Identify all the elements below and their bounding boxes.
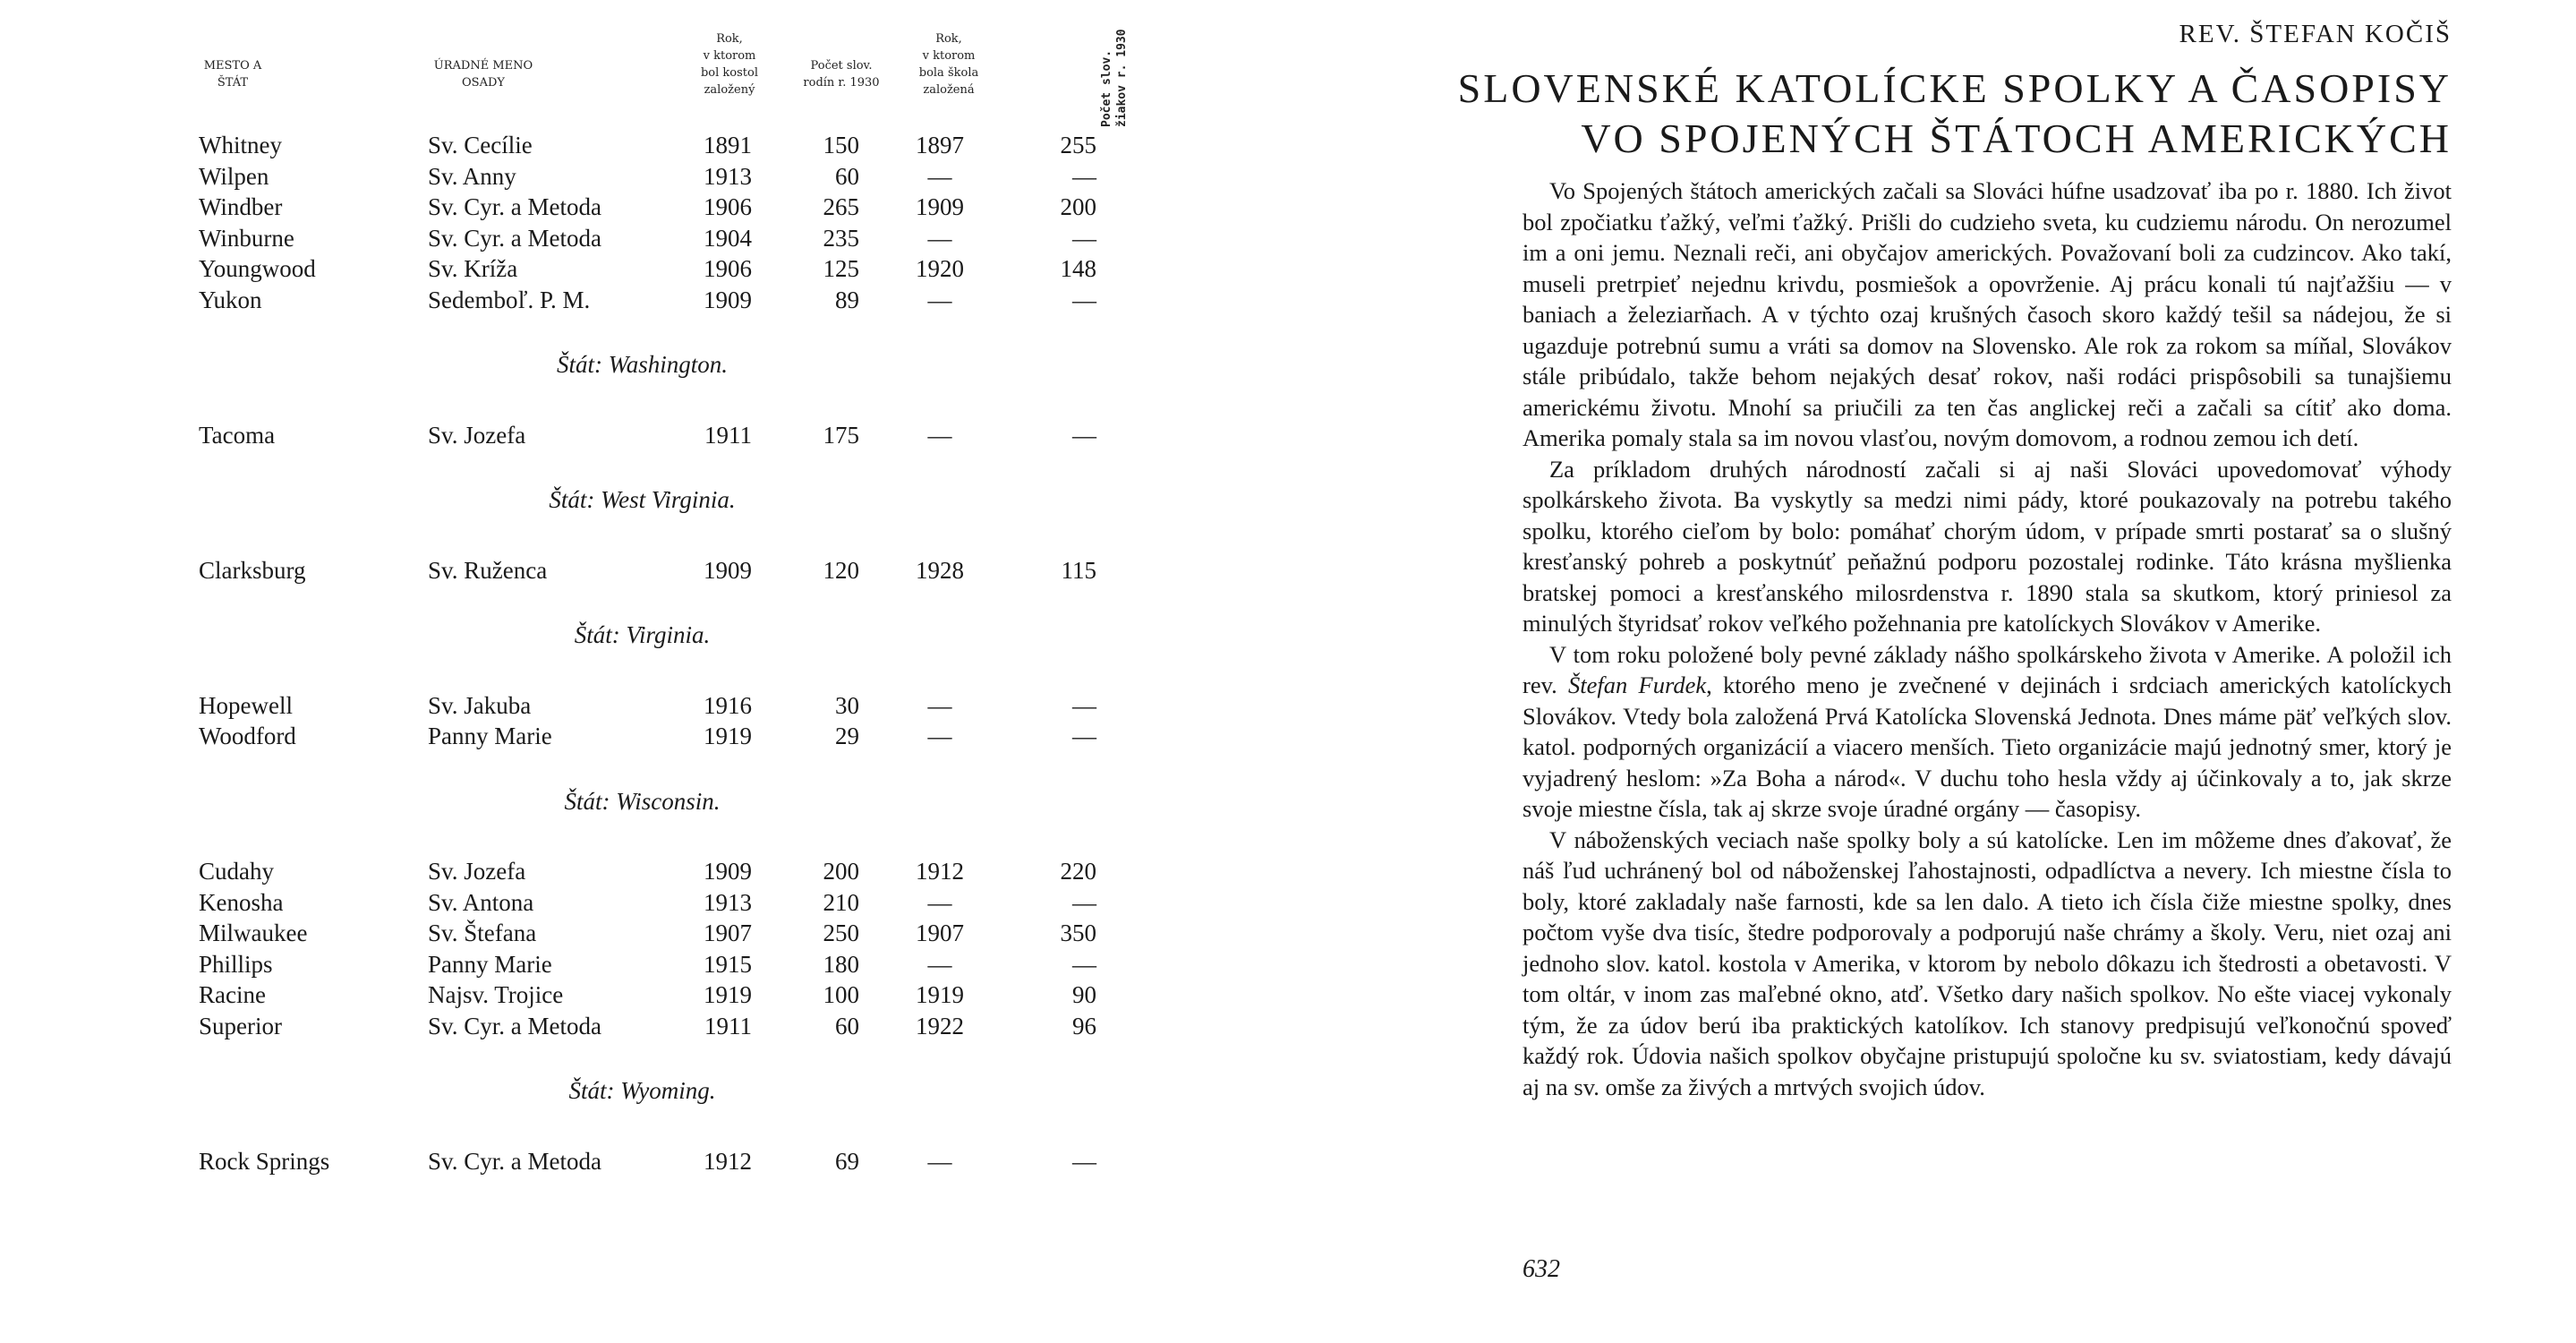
- school-year-cell: 1897: [916, 132, 964, 158]
- city-cell: Yukon: [199, 286, 262, 313]
- header-text: v ktorom: [703, 49, 756, 63]
- pupils-cell: —: [1072, 950, 1096, 978]
- pupils-cell: —: [1072, 723, 1096, 749]
- parish-name-cell: Panny Marie: [428, 723, 552, 749]
- header-text: v ktorom: [922, 49, 976, 63]
- church-year-cell: 1909: [704, 286, 752, 313]
- header-text: založený: [704, 83, 755, 97]
- church-year-cell: 1904: [704, 224, 752, 252]
- school-year-cell: 1912: [916, 858, 964, 885]
- table-row: [0, 918, 1164, 948]
- parish-name-cell: Najsv. Trojice: [428, 981, 564, 1008]
- table-row: [0, 1146, 1164, 1176]
- city-cell: Hopewell: [199, 691, 293, 719]
- church-year-cell: 1919: [704, 723, 752, 749]
- school-year-cell: 1919: [916, 981, 964, 1008]
- city-cell: Rock Springs: [199, 1147, 330, 1175]
- parish-name-cell: Panny Marie: [428, 950, 552, 978]
- church-year-cell: 1919: [704, 981, 752, 1008]
- school-year-cell: —: [927, 286, 952, 313]
- school-year-cell: —: [927, 691, 952, 719]
- header-text: bola škola: [918, 66, 979, 80]
- school-year-cell: —: [927, 162, 952, 190]
- state-heading-text: Štát: Washington.: [556, 351, 729, 378]
- families-cell: 265: [823, 193, 859, 220]
- families-cell: 150: [823, 132, 859, 158]
- person-name: Štefan Furdek: [1568, 672, 1707, 698]
- parish-name-cell: Sv. Cyr. a Metoda: [428, 224, 601, 252]
- parish-name-cell: Sv. Ruženca: [428, 556, 548, 584]
- families-cell: 60: [835, 162, 859, 190]
- state-heading: [0, 1075, 1288, 1106]
- church-year-cell: 1915: [704, 950, 752, 978]
- church-year-cell: 1891: [704, 132, 752, 158]
- church-year-cell: 1913: [704, 888, 752, 916]
- pupils-cell: 200: [1060, 193, 1096, 220]
- header-pupils: [1099, 29, 1135, 127]
- table-row: [0, 420, 1164, 450]
- paragraph-text: V tom roku položené boly pevné základy nášho spolkárskeho života v Amerike. A položil ich rev.: [1523, 640, 2452, 698]
- church-year-cell: 1911: [704, 421, 752, 449]
- parish-name-cell: Sv. Kríža: [428, 255, 518, 282]
- header-text: OSADY: [462, 76, 505, 90]
- table-row: [0, 285, 1164, 315]
- state-heading-text: Štát: Wyoming.: [568, 1077, 716, 1104]
- families-cell: 69: [835, 1147, 859, 1175]
- city-cell: Windber: [199, 193, 283, 220]
- pupils-cell: 220: [1060, 858, 1096, 885]
- parish-name-cell: Sv. Jozefa: [428, 858, 526, 885]
- school-year-cell: 1922: [916, 1012, 964, 1039]
- header-text: ÚRADNÉ MENO: [433, 59, 533, 73]
- paragraph: [1523, 639, 2452, 825]
- state-heading: [0, 484, 1288, 515]
- school-year-cell: 1920: [916, 255, 964, 282]
- families-cell: 125: [823, 255, 859, 282]
- header-text: založená: [923, 83, 975, 97]
- parish-name-cell: Sv. Cecílie: [428, 132, 533, 158]
- article-title-line-2: VO SPOJENÝCH ŠTÁTOCH AMERICKÝCH: [1581, 115, 2452, 161]
- page-number: 632: [1523, 1255, 1560, 1283]
- pupils-cell: 148: [1060, 255, 1096, 282]
- families-cell: 175: [823, 421, 859, 449]
- city-cell: Cudahy: [199, 858, 274, 885]
- school-year-cell: 1909: [916, 193, 964, 220]
- parish-name-cell: Sv. Antona: [428, 888, 534, 916]
- parish-name-cell: Sv. Cyr. a Metoda: [428, 1012, 601, 1039]
- pupils-cell: —: [1072, 888, 1096, 916]
- table-header: [179, 27, 1128, 125]
- table-row: [0, 130, 1164, 160]
- school-year-cell: —: [927, 1147, 952, 1175]
- header-church-year: [680, 30, 779, 98]
- families-cell: 100: [823, 981, 859, 1008]
- families-cell: 120: [823, 556, 859, 584]
- state-heading: [0, 349, 1288, 380]
- city-cell: Wilpen: [199, 162, 269, 190]
- city-cell: Racine: [199, 981, 266, 1008]
- table-row: [0, 192, 1164, 222]
- right-page: [1288, 0, 2576, 1343]
- families-cell: 200: [823, 858, 859, 885]
- families-cell: 180: [823, 950, 859, 978]
- parish-name-cell: Sv. Anny: [428, 162, 516, 190]
- table-row: [0, 555, 1164, 586]
- families-cell: 30: [835, 691, 859, 719]
- table-row: [0, 253, 1164, 284]
- table-row: [0, 223, 1164, 253]
- table-row: [0, 690, 1164, 721]
- families-cell: 250: [823, 920, 859, 946]
- header-text: Počet slov.: [1100, 49, 1113, 127]
- church-year-cell: 1912: [704, 1147, 752, 1175]
- city-cell: Superior: [199, 1012, 282, 1039]
- church-year-cell: 1911: [704, 1012, 752, 1039]
- parish-name-cell: Sv. Jozefa: [428, 421, 526, 449]
- header-text: Počet slov.: [810, 59, 873, 73]
- table-row: [0, 1011, 1164, 1041]
- school-year-cell: 1928: [916, 556, 964, 584]
- families-cell: 29: [835, 723, 859, 749]
- state-heading-text: Štát: Virginia.: [574, 621, 711, 648]
- families-cell: 89: [835, 286, 859, 313]
- article-title-line-1: SLOVENSKÉ KATOLÍCKE SPOLKY A ČASOPISY: [1457, 65, 2452, 111]
- parish-name-cell: Sedemboľ. P. M.: [428, 286, 591, 313]
- header-text: Rok,: [935, 32, 962, 46]
- church-year-cell: 1909: [704, 556, 752, 584]
- header-text: bol kostol: [700, 66, 759, 80]
- header-text: rodín r. 1930: [803, 76, 880, 90]
- pupils-cell: —: [1072, 224, 1096, 252]
- pupils-cell: —: [1072, 691, 1096, 719]
- church-year-cell: 1906: [704, 255, 752, 282]
- header-text: Rok,: [716, 32, 743, 46]
- pupils-cell: 350: [1060, 920, 1096, 946]
- church-year-cell: 1909: [704, 858, 752, 885]
- header-text: žiakov r. 1930: [1115, 29, 1129, 127]
- city-cell: Youngwood: [199, 255, 316, 282]
- parish-name-cell: Sv. Jakuba: [428, 691, 532, 719]
- families-cell: 235: [823, 224, 859, 252]
- city-cell: Phillips: [199, 950, 273, 978]
- paragraph: Vo Spojených štátoch amerických začali sa Slováci húfne usadzovať iba po r. 1880. Ich život bol zpočiatku ťažký, veľmi ťažký. Prišli do cudzieho sveta, ku cudziemu národu. On nerozumel im a oni jemu. Neznali reči, ani obyčajov amerických. Považovaní boli za cudzincov. Ako takí, museli pretrpieť nejednu krivdu, posmiešok a opovrženie. Aj prácu konali tú najťažšiu — v baniach a železiarňach. A v týchto ozaj krušných časoch skoro každý tešil sa nádejou, že si ugazduje potrebnú sumu a vráti sa domov na Slovensko. Ale rok za rokom sa míňal, Slovákov stále pribúdalo, takže behom nejakých desať rokov, naši rodáci prispôsobili sa tunajšiemu americkému životu. Mnohí sa priučili za ten čas anglickej reči a začali sa cítiť ako doma. Amerika pomaly stala sa im novou vlasťou, novým domovom, a rodnou zemou ich detí.: [1523, 177, 2452, 451]
- article-body: [1523, 175, 2452, 1102]
- table-row: [0, 721, 1164, 751]
- paragraph: Za príkladom druhých národností začali si aj naši Slováci upovedomovať výhody spolkárskeho života. Ba vyskytly sa medzi nimi pády, ktoré poukazovaly na potrebu takého spolku, ktorého cieľom by bolo: pomáhať chorým údom, v prípade smrti postarať sa o slušný kresťanský pohreb a poskytnúť peňažnú podporu pozostalej rodinke. Táto krásna myšlienka bratskej pomoci a kresťanského milosrdenstva r. 1890 stala sa skutkom, ktorý priniesol za minulých štyridsať rokov veľkého požehnania pre katolíckych Slovákov v Amerike.: [1523, 455, 2452, 637]
- city-cell: Milwaukee: [199, 920, 308, 946]
- table-row: [0, 161, 1164, 192]
- school-year-cell: —: [927, 723, 952, 749]
- table-row: [0, 949, 1164, 979]
- author-name: REV. ŠTEFAN KOČIŠ: [2179, 20, 2452, 48]
- church-year-cell: 1916: [704, 691, 752, 719]
- header-school-year: [900, 30, 998, 98]
- state-heading: [0, 786, 1288, 817]
- header-text: MESTO A: [203, 59, 262, 73]
- church-year-cell: 1906: [704, 193, 752, 220]
- city-cell: Kenosha: [199, 888, 284, 916]
- header-city-state: [179, 57, 286, 91]
- pupils-cell: —: [1072, 286, 1096, 313]
- families-cell: 210: [823, 888, 859, 916]
- paragraph-text: , ktorého meno je zvečnené v dejinách i srdciach amerických katolíckych Slovákov. Vtedy bola založená Prvá Katolícka Slovenská Jednota. Dnes máme päť veľkých slov. katol. podporných organizácií a viacero menších. Tieto organizácie majú jednotný smer, ktorý je vyjadrený heslom: »Za Boha a národ«. V duchu toho hesla vždy aj účinkovaly a to, jak skrze svoje miestne čísla, tak aj skrze svoje úradné orgány — časopisy.: [1523, 672, 2452, 822]
- city-cell: Woodford: [199, 723, 296, 749]
- header-text: ŠTÁT: [217, 76, 249, 90]
- church-year-cell: 1913: [704, 162, 752, 190]
- city-cell: Whitney: [199, 132, 282, 158]
- church-year-cell: 1907: [704, 920, 752, 946]
- pupils-cell: —: [1072, 421, 1096, 449]
- table-row: [0, 979, 1164, 1010]
- header-families: [788, 57, 895, 91]
- pupils-cell: 115: [1061, 556, 1096, 584]
- table-row: [0, 856, 1164, 886]
- parish-name-cell: Sv. Cyr. a Metoda: [428, 1147, 601, 1175]
- school-year-cell: —: [927, 421, 952, 449]
- pupils-cell: 96: [1072, 1012, 1096, 1039]
- header-official-name: [412, 57, 555, 91]
- school-year-cell: —: [927, 888, 952, 916]
- pupils-cell: —: [1072, 1147, 1096, 1175]
- school-year-cell: —: [927, 224, 952, 252]
- pupils-cell: 90: [1072, 981, 1096, 1008]
- families-cell: 60: [835, 1012, 859, 1039]
- state-heading-text: Štát: Wisconsin.: [564, 787, 721, 815]
- state-heading-text: Štát: West Virginia.: [549, 486, 736, 513]
- school-year-cell: 1907: [916, 920, 964, 946]
- city-cell: Tacoma: [199, 421, 276, 449]
- pupils-cell: —: [1072, 162, 1096, 190]
- pupils-cell: 255: [1060, 132, 1096, 158]
- table-row: [0, 887, 1164, 918]
- city-cell: Winburne: [199, 224, 294, 252]
- state-heading: [0, 620, 1288, 650]
- parish-name-cell: Sv. Štefana: [428, 920, 537, 946]
- parish-name-cell: Sv. Cyr. a Metoda: [428, 193, 601, 220]
- paragraph: V náboženských veciach naše spolky boly a sú katolícke. Len im môžeme dnes ďakovať, že náš ľud uchránený bol od náboženskej ľahostajnosti, odpadlíctva a nevery. Ich miestne čísla to boly, ktoré zakladaly naše farnosti, kde sa len dalo. A tieto ich čísla čiže miestne spolky, dnes počtom vyše dva tisíc, štedre podporovaly a podporujú naše chrámy a školy. Veru, niet ozaj ani jednoho slov. katol. kostola v Amerika, v ktorom by nebolo dôkazu ich štedrosti a obetavosti. V tom oltár, v inom zas maľebné okno, atď. Všetko dary našich spolkov. No ešte viacej vykonaly tým, že za údov berú iba praktických katolíkov. Ich stanovy predpisujú veľkonočnú spoveď každý rok. Údovia našich spolkov obyčajne pristupujú spoločne ku sv. sviatostiam, kedy dávajú aj na sv. omše za živých a mrtvých svojich údov.: [1523, 825, 2452, 1100]
- school-year-cell: —: [927, 950, 952, 978]
- city-cell: Clarksburg: [199, 556, 306, 584]
